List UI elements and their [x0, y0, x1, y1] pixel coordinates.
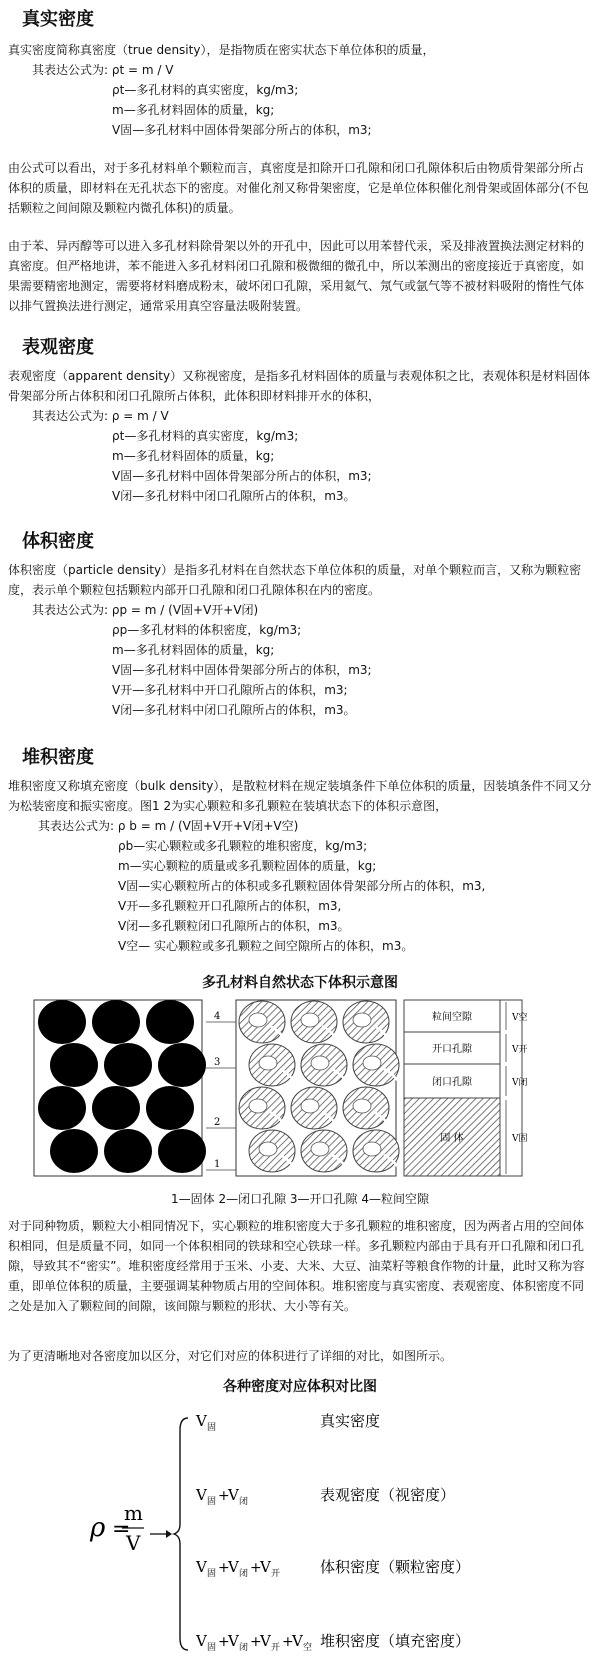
plus-sign: +: [282, 1634, 294, 1650]
volume-subscript: 开: [271, 1569, 281, 1579]
closed-pore: [363, 1142, 381, 1156]
volume-subscript: 固: [207, 1643, 217, 1653]
closed-pore: [301, 1099, 319, 1113]
volume-stack: [404, 1000, 528, 1176]
heading-particle-density: 体积密度: [22, 531, 94, 552]
stack-volume-label: V闭: [512, 1078, 528, 1088]
volume-term: V: [228, 1558, 239, 1576]
stack-box-label: 开口孔隙: [432, 1044, 472, 1055]
figure2-row: [195, 1632, 470, 1653]
section-particle-density: [0, 530, 600, 554]
equals-symbol: =: [112, 1517, 131, 1542]
stack-box-label: 粒间空隙: [432, 1012, 472, 1023]
compare-paragraph: 为了更清晰地对各密度加以区分，对它们对应的体积进行了详细的对比，如图所示。: [8, 1349, 453, 1363]
volume-subscript: 固: [207, 1569, 217, 1579]
brace: [174, 1418, 188, 1650]
solid-particle: [50, 1043, 98, 1087]
figure2-row: [195, 1558, 470, 1579]
solid-particle: [92, 1000, 140, 1044]
solid-particle: [38, 1086, 86, 1130]
volume-term: V: [196, 1486, 207, 1504]
solid-particle: [104, 1129, 152, 1173]
apparent-density-def: m—多孔材料固体的质量，kg;: [112, 449, 275, 463]
closed-pore: [249, 1099, 267, 1113]
figure2-diagram: [0, 1396, 600, 1658]
volume-term: V: [292, 1632, 303, 1650]
section-true-density: [0, 8, 600, 32]
true-density-para2: 由于苯、异丙醇等可以进入多孔材料除骨架以外的开孔中，因此可以用苯替代汞，采及排液置换法测定材料的真密度。但严格地讲，苯不能进入多孔材料闭口孔隙和极微细的微孔中，所以苯测出的密度接近于真密度，如果需要精密地测定，需要将材料磨成粉末，破坏闭口孔隙，采用氦气、氖气或氩气等不被材料吸附的惰性气体以排气置换法进行测定，通常采用真空容量法吸附装置。: [8, 239, 585, 313]
true-density-def: m—多孔材料固体的质量，kg;: [112, 103, 275, 117]
bulk-para-wrap: [8, 1216, 592, 1316]
solid-particle: [104, 1043, 152, 1087]
mass-symbol: m: [124, 1501, 143, 1525]
volume-term: V: [228, 1632, 239, 1650]
heading-true-density: 真实密度: [22, 9, 94, 30]
closed-pore: [353, 1099, 371, 1113]
figure1-diagram: [0, 994, 600, 1180]
density-name: 堆积密度（填充密度）: [320, 1632, 471, 1650]
figure2-rows: [195, 1412, 470, 1653]
figure1-title: 多孔材料自然状态下体积示意图: [202, 975, 398, 991]
heading-bulk-density: 堆积密度: [22, 747, 94, 768]
figure2-row: [195, 1486, 455, 1507]
apparent-density-intro: 表观密度（apparent density）又称视密度，是指多孔材料固体的质量与表观体积之比，表观体积是材料固体骨架部分所占体积和闭口孔隙所占体积，此体积即材料排开水的体积，: [8, 369, 591, 403]
true-density-para2-wrap: [8, 236, 592, 332]
density-name: 体积密度（颗粒密度）: [320, 1558, 471, 1576]
volume-symbol: V: [126, 1531, 141, 1555]
pointer-number: 1: [214, 1159, 221, 1170]
particle-density-def: V固—多孔材料中固体骨架部分所占的体积，m3;: [112, 663, 372, 677]
apparent-density-body: [8, 366, 592, 506]
closed-pore: [301, 1013, 319, 1027]
apparent-density-def: V闭—多孔材料中闭口孔隙所占的体积，m3。: [112, 489, 356, 503]
plus-sign: +: [218, 1634, 230, 1650]
solid-particle: [38, 1000, 86, 1044]
particle-density-intro: 体积密度（particle density）是指多孔材料在自然状态下单位体积的质量，对单个颗粒而言，又称为颗粒密度，表示单个颗粒包括颗粒内部开口孔隙和闭口孔隙体积在内的密度。: [8, 563, 582, 597]
pointer-number: 3: [214, 1057, 221, 1068]
arrow-head: [166, 1530, 172, 1538]
plus-sign: +: [250, 1560, 262, 1576]
compare-para-wrap: [8, 1346, 592, 1366]
stack-volume-label: V开: [512, 1045, 528, 1055]
closed-pore: [353, 1013, 371, 1027]
stack-volume-label: V固: [512, 1134, 528, 1144]
solid-particle: [158, 1129, 206, 1173]
particle-density-body: [8, 560, 592, 720]
solid-particle: [92, 1086, 140, 1130]
bulk-comparison-paragraph: 对于同种物质，颗粒大小相同情况下，实心颗粒的堆积密度大于多孔颗粒的堆积密度，因为两者占用的空间体积相同，但是质量不同，如同一个体积相同的铁球和空心铁球一样。多孔颗粒内部由于具有开口孔隙和闭口孔隙，导致其不“密实”。堆积密度经常用于玉米、小麦、大米、大豆、油菜籽等粮食作物的计量，此时又称为容重，即单位体积的质量，主要强调某种物质占用的空间体积。堆积密度与真实密度、表观密度、体积密度不同之处是加入了颗粒间的间隙，该间隙与颗粒的形状、大小等有关。: [8, 1219, 585, 1313]
bulk-density-body: [8, 776, 592, 956]
plus-sign: +: [250, 1634, 262, 1650]
bulk-density-def: m—实心颗粒的质量或多孔颗粒固体的质量，kg;: [118, 859, 377, 873]
particle-density-def: V闭—多孔材料中闭口孔隙所占的体积，m3。: [112, 703, 356, 717]
figure2-row: [195, 1412, 380, 1433]
pointer-number: 2: [214, 1117, 221, 1128]
true-density-para1: 由公式可以看出，对于多孔材料单个颗粒而言，真密度是扣除开口孔隙和闭口孔隙体积后由物质骨架部分所占体积的质量，即材料在无孔状态下的密度。对催化剂又称骨架密度，它是单位体积催化剂骨架或固体部分(不包括颗粒之间间隙及颗粒内微孔体积)的质量。: [8, 161, 589, 215]
figure1-caption: 1—固体 2—闭口孔隙 3—开口孔隙 4—粒间空隙: [171, 1192, 429, 1206]
volume-subscript: 闭: [239, 1643, 249, 1653]
true-density-def: V固—多孔材料中固体骨架部分所占的体积，m3;: [112, 123, 372, 137]
bulk-density-def: V开—多孔颗粒开口孔隙所占的体积，m3,: [118, 899, 342, 913]
closed-pore: [259, 1056, 277, 1070]
plus-sign: +: [218, 1488, 230, 1504]
apparent-density-def: V固—多孔材料中固体骨架部分所占的体积，m3;: [112, 469, 372, 483]
volume-term: V: [196, 1412, 207, 1430]
closed-pore: [311, 1142, 329, 1156]
solid-particle: [146, 1086, 194, 1130]
volume-term: V: [196, 1632, 207, 1650]
stack-box-label: 闭口孔隙: [432, 1077, 472, 1088]
solid-particle: [158, 1043, 206, 1087]
closed-pore: [311, 1056, 329, 1070]
bulk-density-def: V闭—多孔颗粒闭口孔隙所占的体积，m3。: [118, 919, 350, 933]
volume-subscript: 空: [303, 1643, 313, 1653]
volume-subscript: 开: [271, 1643, 281, 1653]
bulk-density-def: ρb—实心颗粒或多孔颗粒的堆积密度，kg/m3;: [118, 839, 368, 853]
particle-density-def: m—多孔材料固体的质量，kg;: [112, 643, 275, 657]
volume-subscript: 闭: [239, 1569, 249, 1579]
stack-volume-label: V空: [512, 1013, 528, 1023]
particle-density-formula: 其表达公式为: ρp = m / (V固+V开+V闭): [32, 603, 259, 617]
pointer-number: 4: [214, 1011, 221, 1022]
true-density-intro: 真实密度简称真密度（true density），是指物质在密实状态下单位体积的质量，: [8, 43, 435, 57]
figure2-title: 各种密度对应体积对比图: [223, 1379, 377, 1395]
true-density-body: [8, 40, 592, 140]
bulk-density-intro: 堆积密度又称填充密度（bulk density），是散粒材料在规定装填条件下单位体积的质量，因装填条件不同又分为松装密度和振实密度。图1 2为实心颗粒和多孔颗粒在装填状态下的体积示意图，: [8, 779, 592, 813]
heading-apparent-density: 表观密度: [22, 337, 94, 358]
bulk-density-formula: 其表达公式为: ρ b = m / (V固+V开+V闭+V空): [38, 819, 299, 833]
density-name: 表观密度（视密度）: [320, 1486, 456, 1504]
volume-term: V: [260, 1632, 271, 1650]
density-name: 真实密度: [320, 1412, 381, 1430]
volume-subscript: 固: [207, 1497, 217, 1507]
volume-subscript: 闭: [239, 1497, 249, 1507]
volume-subscript: 固: [207, 1423, 217, 1433]
section-bulk-density: [0, 746, 600, 770]
closed-pore: [363, 1056, 381, 1070]
volume-term: V: [196, 1558, 207, 1576]
particle-density-def: ρp—多孔材料的体积密度，kg/m3;: [112, 623, 302, 637]
bulk-density-def: V固—实心颗粒所占的体积或多孔颗粒固体骨架部分所占的体积，m3,: [118, 879, 486, 893]
closed-pore: [249, 1013, 267, 1027]
solid-particle: [50, 1129, 98, 1173]
apparent-density-formula: 其表达公式为: ρ = m / V: [32, 409, 169, 423]
true-density-formula: 其表达公式为: ρt = m / V: [32, 63, 174, 77]
rho-symbol: ρ: [90, 1513, 106, 1543]
closed-pore: [259, 1142, 277, 1156]
volume-term: V: [228, 1486, 239, 1504]
bulk-density-def: V空— 实心颗粒或多孔颗粒之间空隙所占的体积，m3。: [118, 939, 414, 953]
section-apparent-density: [0, 336, 600, 360]
volume-term: V: [260, 1558, 271, 1576]
true-density-def: ρt—多孔材料的真实密度，kg/m3;: [112, 83, 299, 97]
particle-density-def: V开—多孔材料中开口孔隙所占的体积，m3;: [112, 683, 348, 697]
stack-box-label: 固 体: [440, 1133, 464, 1144]
plus-sign: +: [218, 1560, 230, 1576]
solid-particle: [146, 1000, 194, 1044]
apparent-density-def: ρt—多孔材料的真实密度，kg/m3;: [112, 429, 299, 443]
true-density-para1-wrap: [8, 158, 592, 218]
